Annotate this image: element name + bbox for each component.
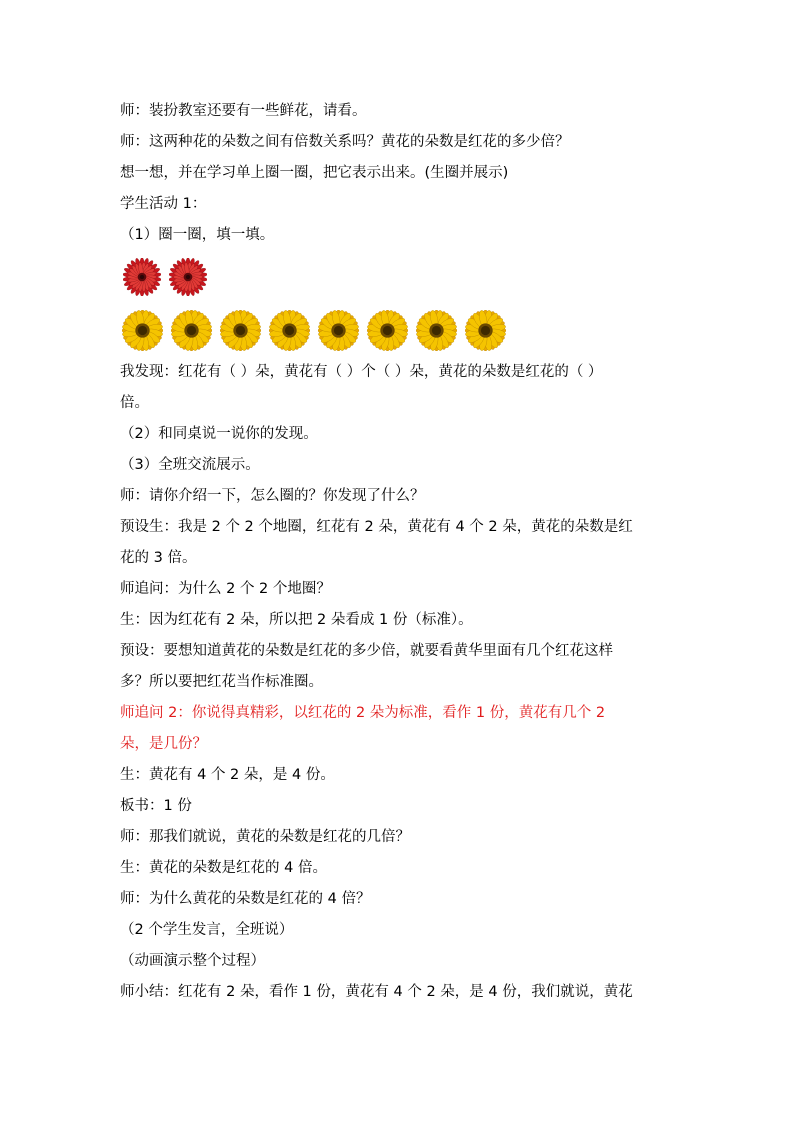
sunflower-icon xyxy=(416,310,457,351)
text-line: 预设：要想知道黄花的朵数是红花的多少倍，就要看黄华里面有几个红花这样 xyxy=(120,643,613,659)
red-flower-row xyxy=(120,252,676,302)
text-line: （动画演示整个过程） xyxy=(120,953,265,969)
text-line: 师追问 2：你说得真精彩，以红花的 2 朵为标准，看作 1 份，黄花有几个 2 xyxy=(120,705,606,721)
text-line: 生：黄花有 4 个 2 朵，是 4 份。 xyxy=(120,767,335,783)
text-line: 师：为什么黄花的朵数是红花的 4 倍？ xyxy=(120,891,371,907)
text-line: 倍。 xyxy=(120,395,149,411)
text-line: 生：黄花的朵数是红花的 4 倍。 xyxy=(120,860,327,876)
text-line: 花的 3 倍。 xyxy=(120,550,197,566)
sunflower-icon xyxy=(465,310,506,351)
sunflower-icon xyxy=(171,310,212,351)
yellow-flower-row xyxy=(120,304,676,357)
text-line: 师追问：为什么 2 个 2 个地圈？ xyxy=(120,581,331,597)
text-line: 师：请你介绍一下，怎么圈的？你发现了什么？ xyxy=(120,488,425,504)
text-line: 师小结：红花有 2 朵，看作 1 份，黄花有 4 个 2 朵，是 4 份，我们就说，黄花 xyxy=(120,984,633,1000)
text-line: （2）和同桌说一说你的发现。 xyxy=(120,426,318,442)
sunflower-icon xyxy=(318,310,359,351)
text-line: 板书：1 份 xyxy=(120,798,192,814)
text-line: （1）圈一圈，填一填。 xyxy=(120,227,275,243)
text-line: 多？所以要把红花当作标准圈。 xyxy=(120,674,323,690)
sunflower-icon xyxy=(269,310,310,351)
text-line: 学生活动 1： xyxy=(120,196,207,212)
text-line: 师：装扮教室还要有一些鲜花，请看。 xyxy=(120,103,367,119)
text-line: （3）全班交流展示。 xyxy=(120,457,260,473)
text-line: 预设生：我是 2 个 2 个地圈，红花有 2 朵，黄花有 4 个 2 朵，黄花的朵数是红 xyxy=(120,519,633,535)
text-line: （2 个学生发言，全班说） xyxy=(120,922,294,938)
text-block-intro xyxy=(120,96,676,251)
text-block-discussion xyxy=(120,357,676,1008)
text-line: 朵，是几份？ xyxy=(120,736,207,752)
text-line: 我发现：红花有（ ）朵，黄花有（ ）个（ ）朵，黄花的朵数是红花的（ ） xyxy=(120,364,603,380)
red-flower-icon xyxy=(123,258,161,296)
text-line: 想一想，并在学习单上圈一圈，把它表示出来。(生圈并展示) xyxy=(120,165,509,181)
red-flower-icon xyxy=(169,258,207,296)
text-line: 师：这两种花的朵数之间有倍数关系吗？黄花的朵数是红花的多少倍？ xyxy=(120,134,570,150)
sunflower-icon xyxy=(367,310,408,351)
sunflower-icon xyxy=(220,310,261,351)
sunflower-icon xyxy=(122,310,163,351)
text-line: 师：那我们就说，黄花的朵数是红花的几倍？ xyxy=(120,829,410,845)
lesson-content xyxy=(120,96,676,1008)
text-line: 生：因为红花有 2 朵，所以把 2 朵看成 1 份（标准）。 xyxy=(120,612,473,628)
